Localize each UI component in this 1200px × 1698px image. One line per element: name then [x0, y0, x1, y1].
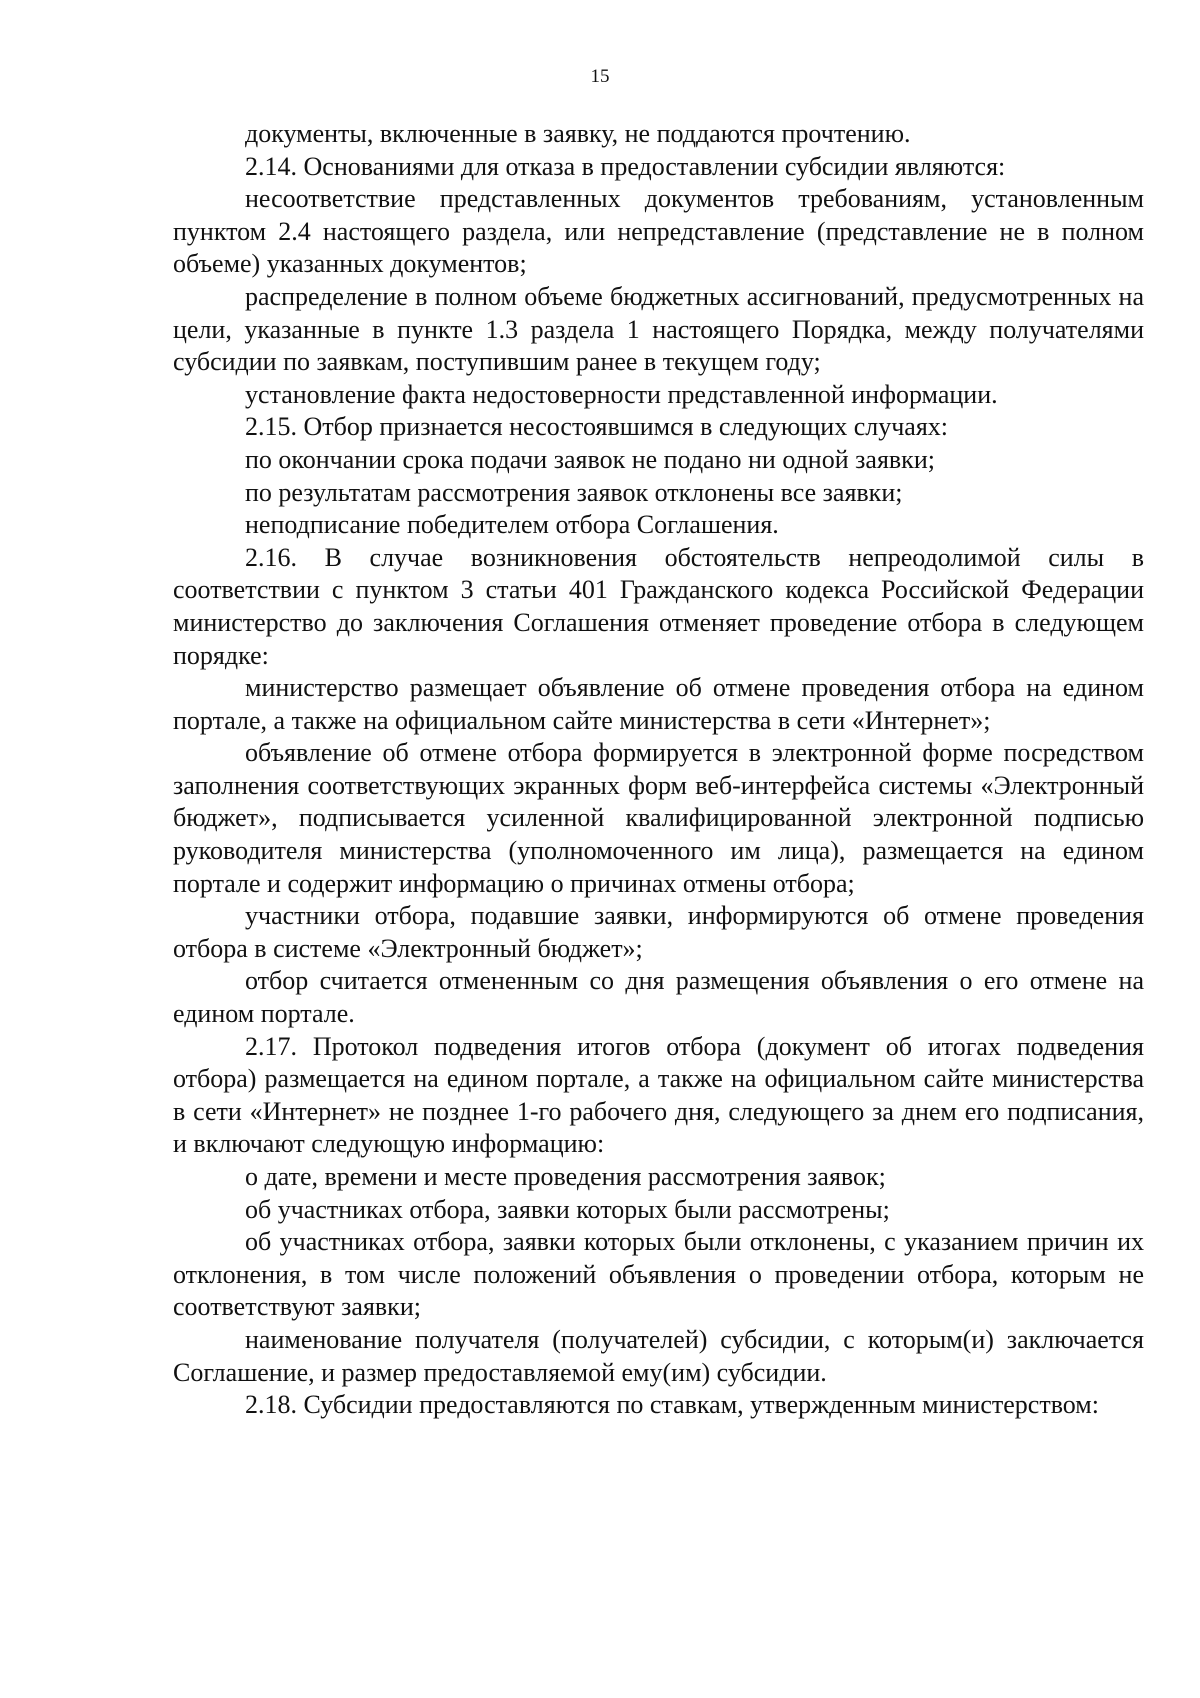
paragraph: 2.16. В случае возникновения обстоятельств непреодолимой силы в соответствии с пунктом 3 статьи 401 Гражданского кодекса Российской Федерации министерство до заключения Соглашения отменяет проведение отбора в следующем порядке: — [173, 542, 1144, 670]
paragraph: об участниках отбора, заявки которых были рассмотрены; — [245, 1194, 890, 1224]
paragraph: документы, включенные в заявку, не поддаются прочтению. — [245, 119, 911, 148]
paragraph: несоответствие представленных документов требованиям, установленным пунктом 2.4 настоящего раздела, или непредставление (представление не в полном объеме) указанных документов; — [173, 184, 1144, 279]
paragraph: установление факта недостоверности представленной информации. — [245, 379, 998, 409]
paragraph: 2.17. Протокол подведения итогов отбора (документ об итогах подведения отбора) размещается на едином портале, а также на официальном сайте министерства в сети «Интернет» не позднее 1-го рабочего дня, следующего за днем его подписания, и включают следующую информацию: — [173, 1031, 1144, 1159]
paragraph: отбор считается отмененным со дня размещения объявления о его отмене на едином портале. — [173, 966, 1144, 1029]
paragraph: о дате, времени и месте проведения рассмотрения заявок; — [245, 1162, 886, 1191]
document-body — [173, 118, 1144, 1422]
page-number: 15 — [590, 66, 610, 87]
paragraph: 2.15. Отбор признается несостоявшимся в следующих случаях: — [245, 412, 949, 442]
paragraph: объявление об отмене отбора формируется в электронной форме посредством заполнения соответствующих экранных форм веб-интерфейса системы «Электронный бюджет», подписывается усиленной квалифицированной электронной подписью руководителя министерства (уполномоченного им лица), размещается на едином портале и содержит информацию о причинах отмены отбора; — [173, 738, 1144, 898]
paragraph: 2.14. Основаниями для отказа в предоставлении субсидии являются: — [245, 151, 1006, 181]
paragraph: 2.18. Субсидии предоставляются по ставкам, утвержденным министерством: — [245, 1390, 1099, 1420]
paragraph: неподписание победителем отбора Соглашения. — [245, 510, 779, 540]
paragraph: по окончании срока подачи заявок не подано ни одной заявки; — [245, 444, 935, 474]
paragraph: об участниках отбора, заявки которых были отклонены, с указанием причин их отклонения, в том числе положений объявления о проведении отбора, которым не соответствуют заявки; — [173, 1227, 1144, 1322]
paragraph: наименование получателя (получателей) субсидии, с которым(и) заключается Соглашение, и размер предоставляемой ему(им) субсидии. — [173, 1324, 1144, 1387]
paragraph: министерство размещает объявление об отмене проведения отбора на едином портале, а также на официальном сайте министерства в сети «Интернет»; — [173, 673, 1144, 735]
paragraph: участники отбора, подавшие заявки, информируются об отмене проведения отбора в системе «Электронный бюджет»; — [173, 901, 1144, 963]
paragraph: по результатам рассмотрения заявок отклонены все заявки; — [245, 477, 903, 507]
paragraph: распределение в полном объеме бюджетных ассигнований, предусмотренных на цели, указанные в пункте 1.3 раздела 1 настоящего Порядка, между получателями субсидии по заявкам, поступившим ранее в текущем году; — [173, 281, 1144, 377]
